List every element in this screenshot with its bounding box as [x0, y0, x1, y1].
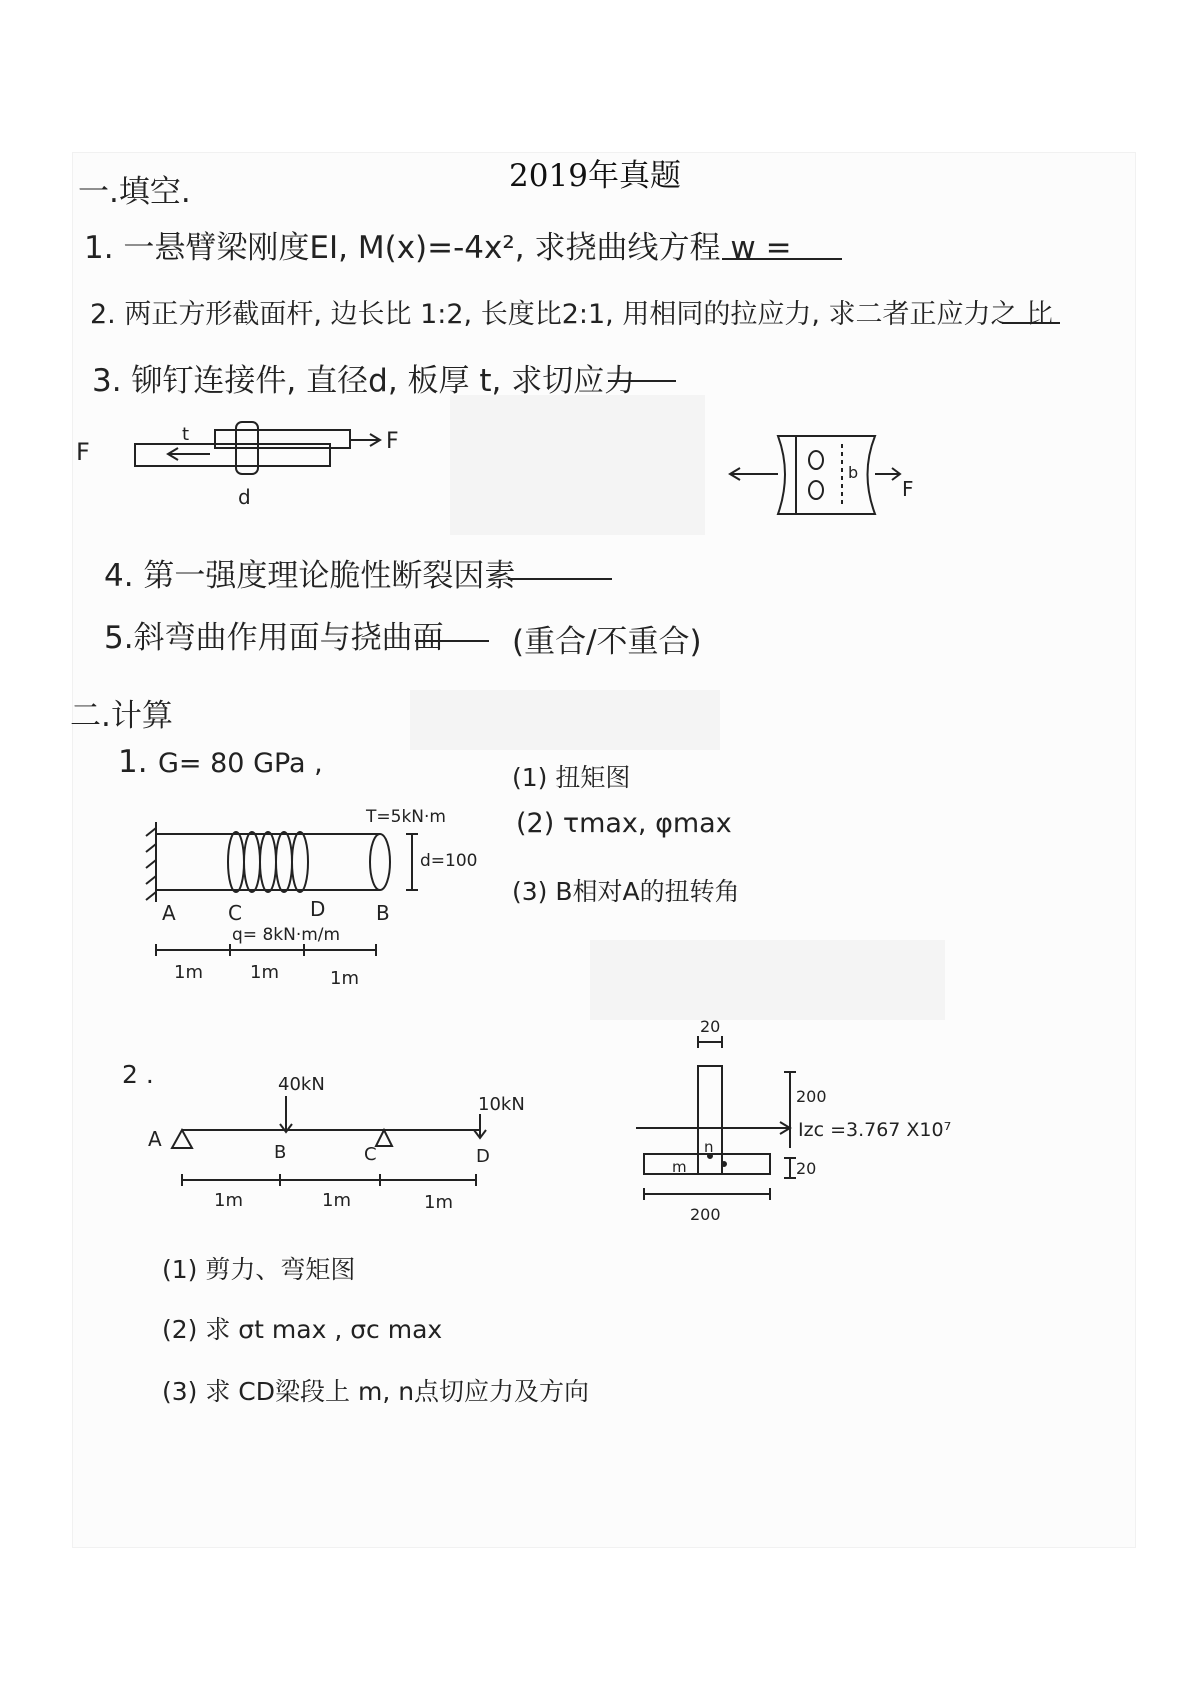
span-label-2: 1m [250, 962, 279, 983]
span-label-3: 1m [424, 1192, 453, 1213]
dist-torque-ring-3 [260, 832, 276, 892]
rivet-joint-side-figure [70, 412, 450, 512]
flange-width-label: 200 [690, 1205, 721, 1224]
torsion-shaft-figure [140, 790, 500, 1000]
answer-blank-4[interactable] [508, 578, 612, 580]
point-label-a: A [148, 1127, 162, 1151]
problem-1-item-2: (2) τmax, φmax [516, 808, 732, 839]
question-1: 1. 一悬臂梁刚度EI, M(x)=-4x², 求挠曲线方程 w = [84, 230, 792, 266]
shaft-end-face [370, 834, 390, 890]
torque-label: T=5kN·m [366, 807, 446, 827]
problem-2-item-1: (1) 剪力、弯矩图 [162, 1255, 356, 1284]
rivet-hole-bottom [809, 481, 823, 499]
span-label-3: 1m [330, 968, 359, 989]
diameter-label: d [238, 485, 251, 509]
force-label-left: F [76, 438, 90, 466]
dist-torque-ring-1 [228, 832, 244, 892]
plate-outline [778, 436, 875, 514]
force-label: F [902, 477, 914, 501]
point-m-label: m [672, 1158, 687, 1176]
force-label-right: F [386, 429, 399, 454]
overhang-beam-figure [140, 1070, 540, 1220]
answer-blank-1[interactable] [722, 258, 842, 260]
question-4: 4. 第一强度理论脆性断裂因素 [104, 558, 516, 594]
dist-torque-ring-5 [292, 832, 308, 892]
roller-support-c [376, 1130, 392, 1146]
pin-support-a [172, 1130, 192, 1148]
section1-heading: 一.填空. [78, 174, 191, 210]
diameter-label: d=100 [420, 851, 478, 871]
problem-2-item-3: (3) 求 CD梁段上 m, n点切应力及方向 [162, 1377, 590, 1406]
web-height-label: 200 [796, 1087, 827, 1106]
t-cross-section-figure [630, 1018, 1030, 1228]
question-3: 3. 铆钉连接件, 直径d, 板厚 t, 求切应力 [92, 363, 636, 399]
span-label-2: 1m [322, 1190, 351, 1211]
shear-modulus: G= 80 GPa , [158, 748, 323, 779]
load-label-b: 40kN [278, 1074, 325, 1095]
question-2: 2. 两正方形截面杆, 边长比 1:2, 长度比2:1, 用相同的拉应力, 求二者正应力之 比 [90, 299, 1054, 330]
point-label-d: D [476, 1146, 490, 1167]
page-title: 2019年真题 [509, 158, 681, 194]
point-label-b: B [274, 1142, 287, 1163]
point-m-dot [722, 1162, 726, 1166]
problem-1-item-1: (1) 扭矩图 [512, 763, 631, 792]
question-5-options: (重合/不重合) [512, 624, 702, 660]
answer-blank-5[interactable] [415, 640, 489, 642]
point-label-d: D [310, 897, 326, 921]
answer-blank-2[interactable] [1002, 322, 1060, 324]
dist-torque-ring-4 [276, 832, 292, 892]
inertia-label: Izc =3.767 X10⁷ [798, 1119, 952, 1141]
dist-torque-ring-2 [244, 832, 260, 892]
scan-artifact [450, 395, 705, 535]
question-5: 5.斜弯曲作用面与挠曲面 [104, 620, 444, 656]
rivet-hole-top [809, 451, 823, 469]
span-label-1: 1m [214, 1190, 243, 1211]
point-label-c: C [228, 901, 242, 925]
problem-1-item-3: (3) B相对A的扭转角 [512, 877, 740, 906]
flange [644, 1154, 770, 1174]
width-label: b [848, 463, 859, 482]
point-label-b: B [376, 901, 390, 925]
answer-blank-3[interactable] [608, 380, 676, 382]
flange-thk-label: 20 [796, 1159, 817, 1178]
problem-1-number: 1. [118, 744, 148, 780]
problem-2-item-2: (2) 求 σt max , σc max [162, 1315, 443, 1344]
scan-artifact [590, 940, 945, 1020]
load-label-d: 10kN [478, 1094, 525, 1115]
span-label-1: 1m [174, 962, 203, 983]
thickness-label: t [182, 424, 190, 445]
scan-artifact [410, 690, 720, 750]
rivet-plate-top-figure [720, 430, 930, 530]
section2-heading: 二.计算 [70, 698, 173, 734]
web-width-label: 20 [700, 1017, 721, 1036]
distributed-torque-label: q= 8kN·m/m [232, 925, 341, 945]
problem-2-number: 2 . [122, 1060, 154, 1089]
point-n-label: n [704, 1138, 714, 1156]
point-label-a: A [162, 901, 176, 925]
point-label-c: C [364, 1144, 377, 1165]
